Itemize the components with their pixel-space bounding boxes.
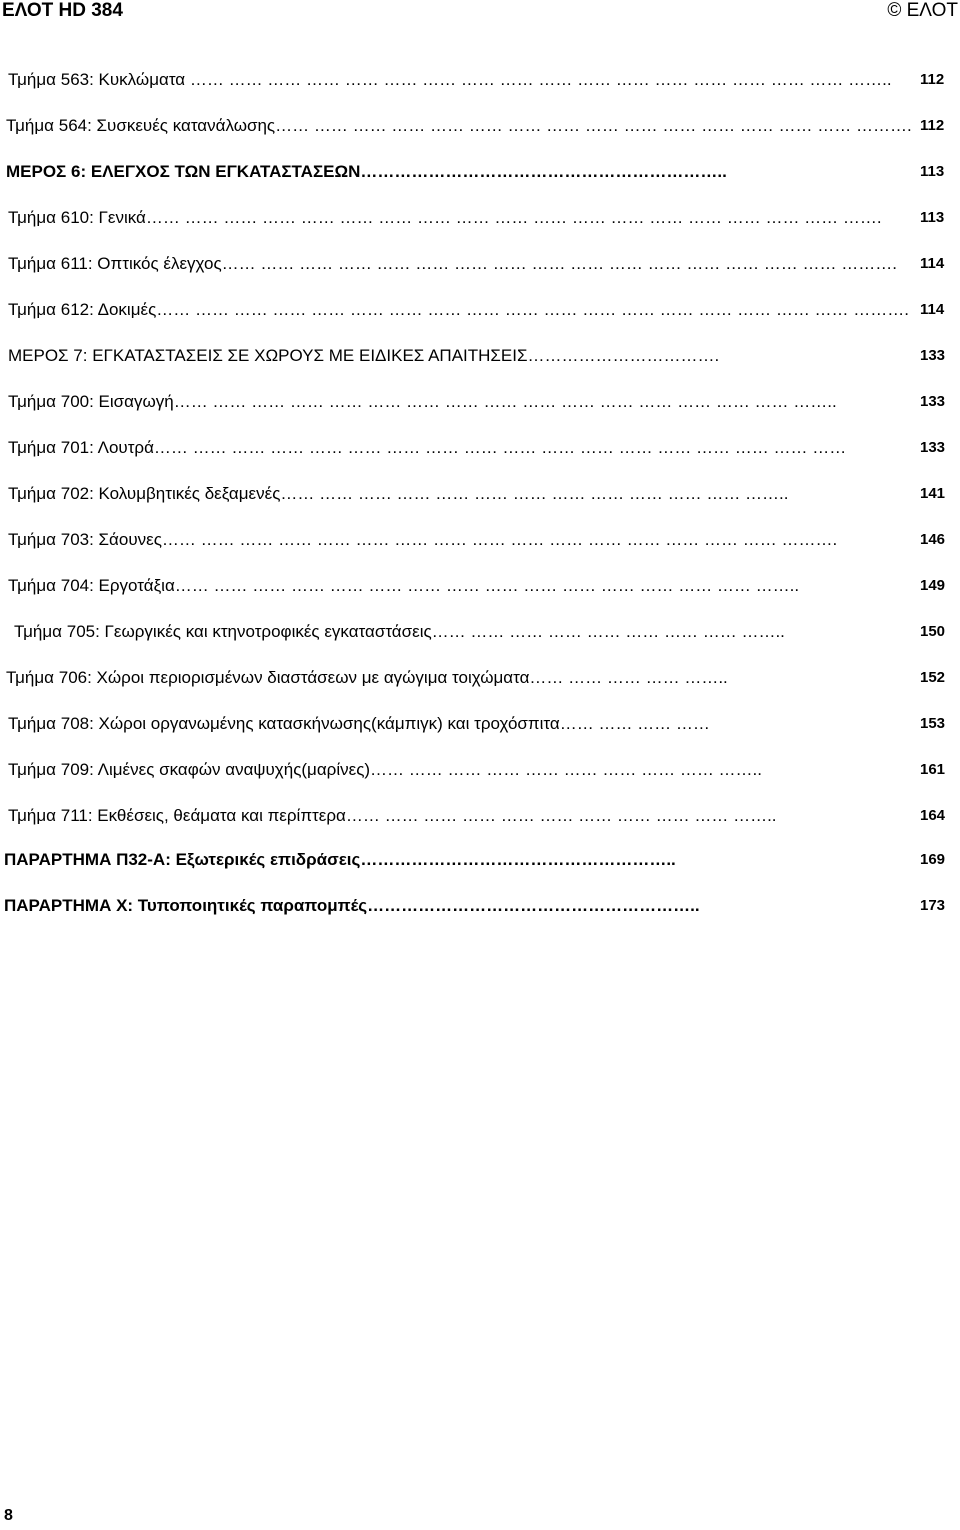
toc-entry-page: 133 [920, 393, 946, 410]
toc-entry-title: Τμήμα 700: Εισαγωγή…… …… …… …… …… …… …… …… …… …… …… …… …… …… …… …… …….. [8, 392, 837, 411]
toc-entry-title: Τμήμα 708: Χώροι οργανωμένης κατασκήνωσης(κάμπιγκ) και τροχόσπιτα…… …… …… …… [8, 714, 710, 733]
toc-entry[interactable] [0, 114, 960, 138]
toc-entry-page: 149 [920, 577, 946, 594]
toc-entry-page: 133 [920, 439, 946, 456]
toc-entry-page: 150 [920, 623, 946, 640]
toc-entry-title: Τμήμα 704: Εργοτάξια…… …… …… …… …… …… …… …… …… …… …… …… …… …… …… …….. [8, 576, 800, 595]
toc-entry-title: Τμήμα 706: Χώροι περιορισμένων διαστάσεων με αγώγιμα τοιχώματα…… …… …… …… …….. [6, 668, 728, 687]
toc-entry-title: Τμήμα 563: Κυκλώματα …… …… …… …… …… …… …… …… …… …… …… …… …… …… …… …… …… …….. [8, 70, 892, 89]
toc-entry[interactable] [0, 390, 960, 414]
toc-entry-page: 173 [920, 897, 946, 914]
toc-entry[interactable] [0, 68, 960, 92]
toc-entry-title: Τμήμα 611: Οπτικός έλεγχος…… …… …… …… …… …… …… …… …… …… …… …… …… …… …… …… ………. [8, 254, 897, 273]
toc-entry[interactable] [0, 528, 960, 552]
toc-entry[interactable] [0, 666, 960, 690]
toc-entry-page: 133 [920, 347, 946, 364]
toc-entry-title: Τμήμα 701: Λουτρά…… …… …… …… …… …… …… …… …… …… …… …… …… …… …… …… …… …… [8, 438, 847, 457]
page-number: 8 [4, 1507, 13, 1524]
toc-entry-page: 152 [920, 669, 946, 686]
toc-entry-page: 114 [920, 301, 945, 318]
toc-entry[interactable] [0, 298, 960, 322]
toc-entry-page: 114 [920, 255, 945, 272]
toc-entry-page: 153 [920, 715, 946, 732]
toc-entry-title: Τμήμα 705: Γεωργικές και κτηνοτροφικές εγκαταστάσεις…… …… …… …… …… …… …… …… …….. [14, 622, 785, 641]
toc-entry-page: 169 [920, 851, 946, 868]
toc-entry-title: Τμήμα 610: Γενικά…… …… …… …… …… …… …… …… …… …… …… …… …… …… …… …… …… …… ……. [8, 208, 882, 227]
toc-entry-title: Τμήμα 709: Λιμένες σκαφών αναψυχής(μαρίνες)…… …… …… …… …… …… …… …… …… …….. [8, 760, 763, 779]
toc-entry-page: 113 [920, 209, 945, 226]
toc-entry-page: 112 [920, 117, 945, 134]
toc-entry[interactable] [0, 804, 960, 828]
copyright-notice: © ΕΛΟΤ [887, 0, 958, 21]
toc-entry-title: ΜΕΡΟΣ 7: ΕΓΚΑΤΑΣΤΑΣΕΙΣ ΣΕ ΧΩΡΟΥΣ ΜΕ ΕΙΔΙΚΕΣ ΑΠΑΙΤΗΣΕΙΣ……………………………. [8, 346, 720, 365]
toc-entry-title: Τμήμα 612: Δοκιμές…… …… …… …… …… …… …… …… …… …… …… …… …… …… …… …… …… …… ………. [8, 300, 909, 319]
toc-entry[interactable] [0, 712, 960, 736]
toc-entry[interactable] [0, 894, 960, 918]
toc-entry[interactable] [0, 160, 960, 184]
toc-entry-title: ΠΑΡΑΡΤΗΜΑ Π32-Α: Εξωτερικές επιδράσεις……………………………………………….. [4, 850, 676, 869]
toc-entry[interactable] [0, 482, 960, 506]
toc-entry-title: Τμήμα 711: Εκθέσεις, θεάματα και περίπτερα…… …… …… …… …… …… …… …… …… …… …….. [8, 806, 777, 825]
toc-entry[interactable] [0, 758, 960, 782]
toc-entry-title: Τμήμα 564: Συσκευές κατανάλωσης…… …… …… …… …… …… …… …… …… …… …… …… …… …… …… ………. [6, 116, 912, 135]
toc-entry-title: Τμήμα 703: Σάουνες…… …… …… …… …… …… …… …… …… …… …… …… …… …… …… …… ………. [8, 530, 838, 549]
toc-entry-title: ΠΑΡΑΡΤΗΜΑ Χ: Τυποποιητικές παραπομπές………………………………………………….. [4, 896, 700, 915]
toc-entry-title: ΜΕΡΟΣ 6: ΕΛΕΓΧΟΣ ΤΩΝ ΕΓΚΑΤΑΣΤΑΣΕΩΝ……………………………………………………….. [6, 162, 727, 181]
toc-entry-page: 164 [920, 807, 946, 824]
toc-entry[interactable] [0, 436, 960, 460]
toc-entry-page: 113 [920, 163, 945, 180]
toc-entry-page: 141 [920, 485, 946, 502]
toc-entry[interactable] [0, 206, 960, 230]
toc-entry-page: 112 [920, 71, 945, 88]
toc-entry[interactable] [0, 344, 960, 368]
toc-entry[interactable] [0, 848, 960, 872]
toc-entry-page: 161 [920, 761, 946, 778]
toc-entry-page: 146 [920, 531, 946, 548]
toc-entry-title: Τμήμα 702: Κολυμβητικές δεξαμενές…… …… …… …… …… …… …… …… …… …… …… …… …….. [8, 484, 789, 503]
toc-entry[interactable] [0, 620, 960, 644]
toc-entry[interactable] [0, 252, 960, 276]
document-code: ΕΛΟΤ HD 384 [2, 0, 123, 21]
toc-entry[interactable] [0, 574, 960, 598]
